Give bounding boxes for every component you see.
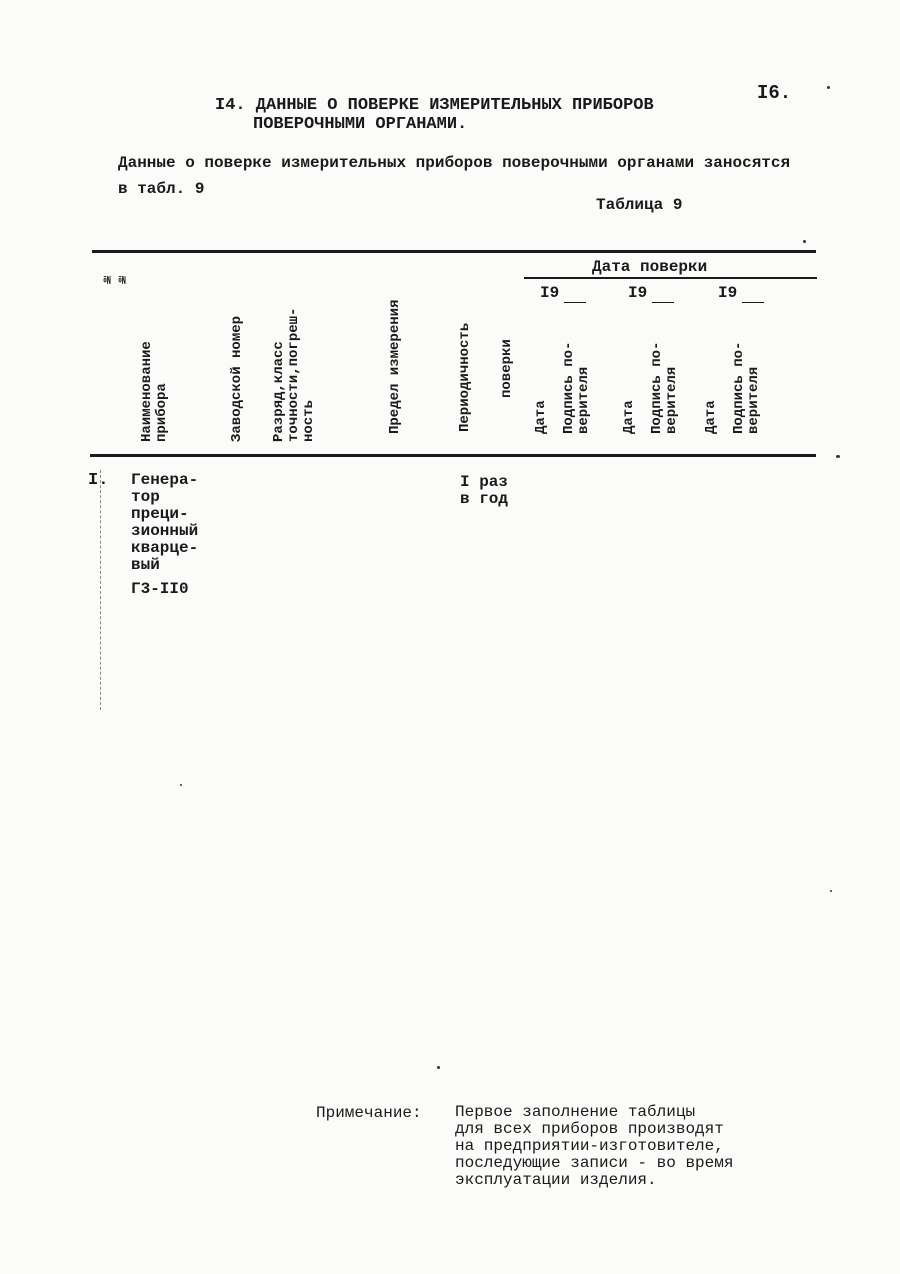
table-row-number: I.: [88, 471, 109, 490]
page-number: I6.: [757, 82, 792, 104]
year-label-3: I9: [718, 284, 738, 302]
column-header-date-3: Дата: [703, 400, 719, 434]
column-header-name: Наименование прибора: [139, 341, 170, 442]
column-header-limit: Предел измерения: [387, 299, 403, 434]
table-top-rule: [92, 250, 816, 253]
table-header-bottom-rule: [90, 454, 816, 457]
column-header-signature-2: Подпись по- верителя: [649, 341, 680, 434]
scan-margin-line: [100, 470, 102, 710]
table-cell-device-model: Г3-II0: [131, 580, 189, 598]
section-title-line1: I4. ДАННЫЕ О ПОВЕРКЕ ИЗМЕРИТЕЛЬНЫХ ПРИБОРОВ: [215, 96, 654, 115]
column-header-period-b: поверки: [499, 339, 515, 398]
scan-speck: [180, 784, 182, 786]
table-cell-device-name: Генера- тор преци- зионный кварце- вый: [131, 471, 199, 574]
scan-speck: [836, 455, 840, 458]
column-header-date-1: Дата: [533, 400, 549, 434]
column-header-serial: Заводской номер: [229, 315, 245, 442]
year-blank-3: [742, 302, 764, 303]
column-header-number: №№: [100, 272, 129, 286]
section-title-line2: ПОВЕРОЧНЫМИ ОРГАНАМИ.: [253, 115, 468, 134]
note-text: Первое заполнение таблицы для всех приборов производят на предприятии-изготовителе, последующие записи - во время эксплуатации изделия.: [455, 1103, 734, 1189]
section-title: [215, 96, 654, 134]
table-cell-period: I раз в год: [460, 473, 509, 508]
scan-speck: [803, 240, 806, 243]
year-blank-1: [564, 302, 586, 303]
year-label-1: I9: [540, 284, 560, 302]
intro-paragraph: Данные о поверке измерительных приборов поверочными органами заносятся в табл. 9: [118, 154, 791, 198]
scan-speck: [827, 86, 830, 89]
column-header-date-2: Дата: [621, 400, 637, 434]
column-header-signature-3: Подпись по- верителя: [731, 341, 762, 434]
scan-speck: [437, 1066, 440, 1069]
note-label: Примечание:: [316, 1104, 422, 1122]
column-header-signature-1: Подпись по- верителя: [561, 341, 592, 434]
column-header-period: Периодичность: [457, 322, 473, 432]
table-caption: Таблица 9: [596, 196, 683, 214]
date-group-rule: [524, 277, 817, 279]
column-header-class: Разряд,класс точности,погреш- ность: [271, 307, 317, 442]
year-blank-2: [652, 302, 674, 303]
year-label-2: I9: [628, 284, 648, 302]
column-group-date: Дата поверки: [592, 258, 708, 276]
scan-speck: [830, 890, 832, 892]
